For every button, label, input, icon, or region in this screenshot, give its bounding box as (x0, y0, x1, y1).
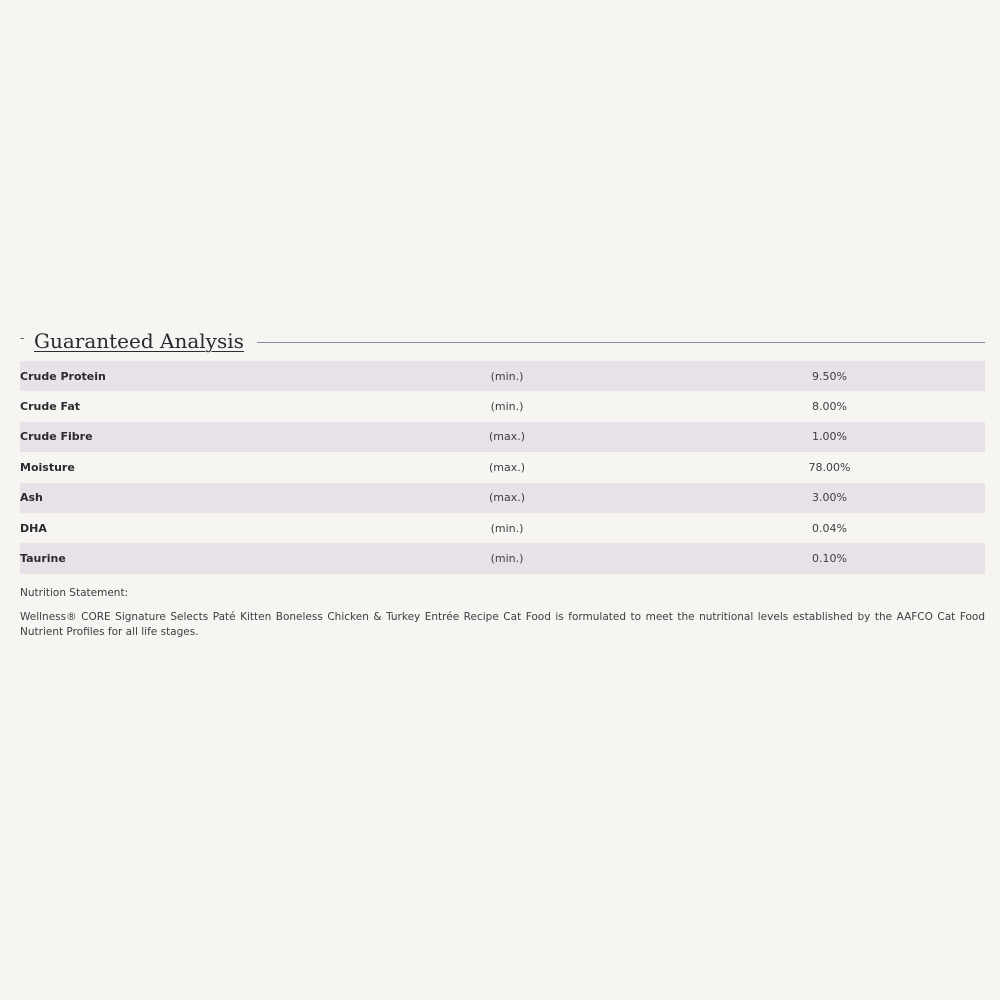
nutrient-name: Crude Fibre (20, 430, 93, 444)
collapse-toggle[interactable]: - (20, 331, 25, 345)
table-row (20, 483, 985, 513)
nutrient-value: 0.10% (812, 552, 847, 566)
nutrient-value: 78.00% (808, 460, 851, 474)
nutrient-qualifier: (min.) (490, 369, 524, 383)
nutrient-name: Crude Fat (20, 400, 81, 414)
nutrient-qualifier: (min.) (490, 400, 524, 414)
nutrition-statement-text: Wellness® CORE Signature Selects Paté Kitten Boneless Chicken & Turkey Entrée Recipe Cat Food is formulated to meet the nutritional levels established by the AAFCO Cat Food Nutrient Profiles for all life stages. (20, 610, 985, 638)
nutrient-value: 8.00% (812, 400, 847, 414)
section-header[interactable] (20, 328, 985, 361)
nutrient-qualifier: (max.) (488, 460, 526, 474)
nutrient-qualifier: (min.) (490, 552, 524, 566)
nutrient-name: Moisture (20, 460, 75, 474)
nutrient-qualifier: (max.) (488, 430, 526, 444)
table-row (20, 422, 985, 452)
table-row (20, 391, 985, 421)
section-title[interactable]: Guaranteed Analysis (34, 329, 244, 353)
header-divider (257, 342, 985, 343)
nutrient-value: 0.04% (812, 521, 847, 535)
nutrient-name: Ash (20, 491, 43, 505)
table-row (20, 452, 985, 482)
table-row (20, 543, 985, 573)
nutrient-value: 3.00% (812, 491, 847, 505)
nutrient-name: Crude Protein (20, 369, 106, 383)
guaranteed-analysis-section (20, 328, 985, 640)
analysis-table (20, 361, 985, 574)
table-row (20, 361, 985, 391)
nutrient-name: DHA (20, 521, 47, 535)
nutrient-value: 1.00% (812, 430, 847, 444)
nutrient-value: 9.50% (812, 369, 847, 383)
nutrition-statement-label: Nutrition Statement: (20, 586, 129, 599)
nutrient-name: Taurine (20, 552, 66, 566)
table-row (20, 513, 985, 543)
nutrient-qualifier: (min.) (490, 521, 524, 535)
nutrient-qualifier: (max.) (488, 491, 526, 505)
